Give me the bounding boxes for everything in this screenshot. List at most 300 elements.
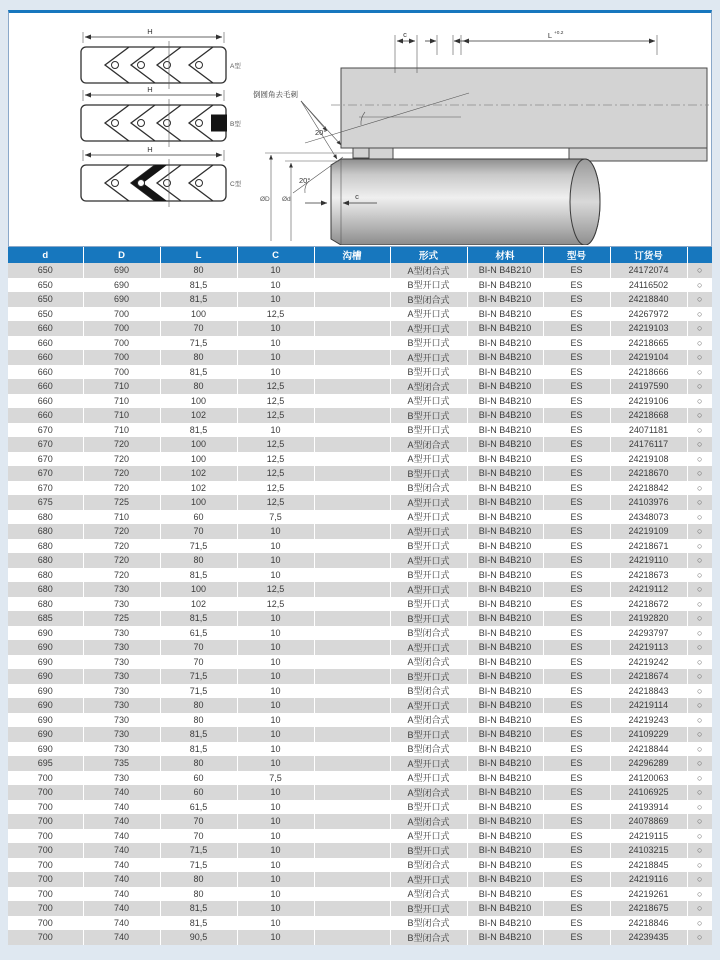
cell-order-no: 24120063 xyxy=(610,771,687,786)
cell-availability: ○ xyxy=(687,582,712,597)
cell-availability: ○ xyxy=(687,510,712,525)
cell-order-no: 24218673 xyxy=(610,568,687,583)
table-row xyxy=(8,684,712,699)
table-row xyxy=(8,336,712,351)
cell-L: 70 xyxy=(160,640,237,655)
table-row xyxy=(8,655,712,670)
cell-d: 690 xyxy=(8,684,83,699)
table-row xyxy=(8,901,712,916)
header-cell-groove: 沟槽 xyxy=(314,247,390,263)
cell-C: 10 xyxy=(237,423,314,438)
cell-availability: ○ xyxy=(687,278,712,293)
cell-material: BI-N B4B210 xyxy=(467,640,543,655)
cell-type: A型开口式 xyxy=(390,756,467,771)
cell-d: 690 xyxy=(8,626,83,641)
cell-D: 720 xyxy=(83,524,160,539)
cell-d: 700 xyxy=(8,785,83,800)
cell-order-no: 24106925 xyxy=(610,785,687,800)
table-row xyxy=(8,321,712,336)
cell-C: 7,5 xyxy=(237,510,314,525)
cell-L: 71,5 xyxy=(160,539,237,554)
cell-availability: ○ xyxy=(687,292,712,307)
cell-groove xyxy=(314,466,390,481)
cell-L: 102 xyxy=(160,597,237,612)
cell-L: 60 xyxy=(160,771,237,786)
cell-groove xyxy=(314,437,390,452)
cell-d: 670 xyxy=(8,452,83,467)
table-row xyxy=(8,394,712,409)
cell-C: 10 xyxy=(237,553,314,568)
cell-material: BI-N B4B210 xyxy=(467,437,543,452)
cell-type: B型开口式 xyxy=(390,336,467,351)
cell-groove xyxy=(314,553,390,568)
cell-C: 10 xyxy=(237,713,314,728)
cell-model: ES xyxy=(543,539,610,554)
cell-groove xyxy=(314,263,390,278)
header-cell-model: 型号 xyxy=(543,247,610,263)
cell-L: 71,5 xyxy=(160,669,237,684)
cell-D: 740 xyxy=(83,800,160,815)
cell-order-no: 24293797 xyxy=(610,626,687,641)
cell-L: 70 xyxy=(160,321,237,336)
cell-d: 690 xyxy=(8,655,83,670)
cell-d: 680 xyxy=(8,553,83,568)
cell-order-no: 24218665 xyxy=(610,336,687,351)
cell-type: B型闭合式 xyxy=(390,930,467,945)
cell-type: A型闭合式 xyxy=(390,655,467,670)
cell-C: 10 xyxy=(237,568,314,583)
table-row xyxy=(8,626,712,641)
cell-type: A型闭合式 xyxy=(390,785,467,800)
dim-h-label-b: H xyxy=(147,85,153,94)
cell-groove xyxy=(314,858,390,873)
cell-d: 650 xyxy=(8,292,83,307)
cell-L: 81,5 xyxy=(160,727,237,742)
cell-material: BI-N B4B210 xyxy=(467,742,543,757)
table-row xyxy=(8,582,712,597)
spec-table-wrap xyxy=(8,247,712,945)
cell-L: 70 xyxy=(160,814,237,829)
cell-type: B型闭合式 xyxy=(390,742,467,757)
cell-availability: ○ xyxy=(687,669,712,684)
cell-type: B型闭合式 xyxy=(390,916,467,931)
cell-order-no: 24071181 xyxy=(610,423,687,438)
cell-type: A型开口式 xyxy=(390,524,467,539)
dia-inner-label: Ød xyxy=(282,196,291,203)
cell-D: 740 xyxy=(83,887,160,902)
cell-availability: ○ xyxy=(687,713,712,728)
cell-L: 71,5 xyxy=(160,684,237,699)
cell-C: 12,5 xyxy=(237,452,314,467)
cell-L: 60 xyxy=(160,785,237,800)
cell-D: 700 xyxy=(83,321,160,336)
cell-groove xyxy=(314,887,390,902)
cell-availability: ○ xyxy=(687,829,712,844)
cell-material: BI-N B4B210 xyxy=(467,858,543,873)
cell-availability: ○ xyxy=(687,466,712,481)
cell-d: 700 xyxy=(8,814,83,829)
cell-material: BI-N B4B210 xyxy=(467,829,543,844)
cell-D: 710 xyxy=(83,510,160,525)
cell-L: 90,5 xyxy=(160,930,237,945)
cell-type: B型开口式 xyxy=(390,843,467,858)
cell-d: 695 xyxy=(8,756,83,771)
cell-order-no: 24218674 xyxy=(610,669,687,684)
cell-model: ES xyxy=(543,307,610,322)
cell-availability: ○ xyxy=(687,843,712,858)
cell-availability: ○ xyxy=(687,553,712,568)
cell-d: 660 xyxy=(8,408,83,423)
shaft-end-face xyxy=(570,159,600,245)
table-row xyxy=(8,553,712,568)
cell-order-no: 24218675 xyxy=(610,901,687,916)
seal-profile-a xyxy=(81,27,241,89)
cell-groove xyxy=(314,336,390,351)
cell-d: 700 xyxy=(8,843,83,858)
cell-order-no: 24219104 xyxy=(610,350,687,365)
cell-order-no: 24348073 xyxy=(610,510,687,525)
cell-type: A型闭合式 xyxy=(390,379,467,394)
cell-C: 7,5 xyxy=(237,771,314,786)
cell-model: ES xyxy=(543,640,610,655)
cell-groove xyxy=(314,365,390,380)
cell-type: B型开口式 xyxy=(390,408,467,423)
cell-model: ES xyxy=(543,785,610,800)
cell-d: 690 xyxy=(8,713,83,728)
cell-material: BI-N B4B210 xyxy=(467,394,543,409)
cell-d: 690 xyxy=(8,742,83,757)
cell-material: BI-N B4B210 xyxy=(467,365,543,380)
cell-D: 730 xyxy=(83,698,160,713)
cell-availability: ○ xyxy=(687,481,712,496)
cell-D: 720 xyxy=(83,481,160,496)
cell-C: 10 xyxy=(237,800,314,815)
cell-order-no: 24218668 xyxy=(610,408,687,423)
cell-C: 10 xyxy=(237,887,314,902)
cell-D: 740 xyxy=(83,785,160,800)
cell-L: 81,5 xyxy=(160,901,237,916)
table-row xyxy=(8,872,712,887)
cell-availability: ○ xyxy=(687,597,712,612)
cell-D: 740 xyxy=(83,858,160,873)
cell-D: 720 xyxy=(83,452,160,467)
cell-C: 12,5 xyxy=(237,307,314,322)
cell-D: 730 xyxy=(83,771,160,786)
dim-l-label: L xyxy=(547,31,552,40)
cell-groove xyxy=(314,452,390,467)
cell-type: A型开口式 xyxy=(390,321,467,336)
cell-d: 670 xyxy=(8,466,83,481)
cell-L: 100 xyxy=(160,582,237,597)
cell-order-no: 24219115 xyxy=(610,829,687,844)
cell-groove xyxy=(314,495,390,510)
cell-availability: ○ xyxy=(687,742,712,757)
cell-C: 10 xyxy=(237,321,314,336)
cell-D: 730 xyxy=(83,640,160,655)
table-row xyxy=(8,785,712,800)
cell-model: ES xyxy=(543,843,610,858)
cell-availability: ○ xyxy=(687,684,712,699)
cell-D: 740 xyxy=(83,916,160,931)
cell-material: BI-N B4B210 xyxy=(467,814,543,829)
cell-C: 10 xyxy=(237,292,314,307)
cell-availability: ○ xyxy=(687,379,712,394)
cell-material: BI-N B4B210 xyxy=(467,930,543,945)
cell-model: ES xyxy=(543,916,610,931)
dim-c-shaft-label: c xyxy=(355,192,359,201)
cell-model: ES xyxy=(543,597,610,612)
cell-order-no: 24193914 xyxy=(610,800,687,815)
cell-material: BI-N B4B210 xyxy=(467,727,543,742)
table-row xyxy=(8,408,712,423)
cell-order-no: 24219114 xyxy=(610,698,687,713)
cell-C: 12,5 xyxy=(237,437,314,452)
cell-availability: ○ xyxy=(687,916,712,931)
cell-C: 12,5 xyxy=(237,394,314,409)
cell-material: BI-N B4B210 xyxy=(467,698,543,713)
cell-type: A型开口式 xyxy=(390,640,467,655)
cell-d: 660 xyxy=(8,365,83,380)
cell-groove xyxy=(314,800,390,815)
cell-D: 725 xyxy=(83,495,160,510)
cell-type: A型闭合式 xyxy=(390,814,467,829)
cell-D: 740 xyxy=(83,814,160,829)
cell-model: ES xyxy=(543,437,610,452)
cell-C: 10 xyxy=(237,684,314,699)
cell-L: 81,5 xyxy=(160,365,237,380)
cell-L: 70 xyxy=(160,524,237,539)
cell-availability: ○ xyxy=(687,263,712,278)
cell-L: 81,5 xyxy=(160,278,237,293)
cell-groove xyxy=(314,930,390,945)
cell-groove xyxy=(314,626,390,641)
table-row xyxy=(8,916,712,931)
cell-D: 700 xyxy=(83,336,160,351)
cell-d: 690 xyxy=(8,640,83,655)
cell-order-no: 24219113 xyxy=(610,640,687,655)
cell-d: 690 xyxy=(8,727,83,742)
cell-type: A型开口式 xyxy=(390,510,467,525)
cell-D: 730 xyxy=(83,742,160,757)
cell-D: 725 xyxy=(83,611,160,626)
cell-D: 720 xyxy=(83,539,160,554)
cell-C: 10 xyxy=(237,858,314,873)
table-row xyxy=(8,829,712,844)
cell-L: 80 xyxy=(160,713,237,728)
cell-type: B型开口式 xyxy=(390,611,467,626)
cell-L: 80 xyxy=(160,887,237,902)
cell-availability: ○ xyxy=(687,408,712,423)
cell-order-no: 24218672 xyxy=(610,597,687,612)
cell-order-no: 24218846 xyxy=(610,916,687,931)
cell-d: 650 xyxy=(8,263,83,278)
cell-type: B型开口式 xyxy=(390,669,467,684)
spec-table xyxy=(8,247,712,945)
cell-material: BI-N B4B210 xyxy=(467,785,543,800)
cell-groove xyxy=(314,408,390,423)
cell-availability: ○ xyxy=(687,365,712,380)
cell-model: ES xyxy=(543,713,610,728)
dia-outer-label: ØD xyxy=(260,196,270,203)
table-row xyxy=(8,263,712,278)
cell-order-no: 24109229 xyxy=(610,727,687,742)
cell-model: ES xyxy=(543,742,610,757)
cell-model: ES xyxy=(543,350,610,365)
cell-d: 670 xyxy=(8,481,83,496)
cell-material: BI-N B4B210 xyxy=(467,582,543,597)
cell-D: 740 xyxy=(83,872,160,887)
cell-D: 690 xyxy=(83,263,160,278)
type-c-label: C型 xyxy=(230,181,242,188)
cell-order-no: 24218666 xyxy=(610,365,687,380)
cell-type: A型开口式 xyxy=(390,698,467,713)
cell-type: A型开口式 xyxy=(390,829,467,844)
cell-D: 690 xyxy=(83,292,160,307)
cell-L: 71,5 xyxy=(160,858,237,873)
angle-upper-label: 20° xyxy=(315,128,327,137)
cell-d: 680 xyxy=(8,524,83,539)
cell-d: 675 xyxy=(8,495,83,510)
cell-groove xyxy=(314,669,390,684)
cell-material: BI-N B4B210 xyxy=(467,655,543,670)
cell-material: BI-N B4B210 xyxy=(467,539,543,554)
cell-C: 10 xyxy=(237,263,314,278)
cell-C: 12,5 xyxy=(237,466,314,481)
cell-L: 80 xyxy=(160,350,237,365)
cell-type: A型闭合式 xyxy=(390,263,467,278)
callout-deburr: 倒圆角去毛刺 xyxy=(253,90,298,99)
cell-order-no: 24219116 xyxy=(610,872,687,887)
cell-C: 12,5 xyxy=(237,408,314,423)
cell-material: BI-N B4B210 xyxy=(467,423,543,438)
cell-D: 710 xyxy=(83,408,160,423)
cell-material: BI-N B4B210 xyxy=(467,843,543,858)
cell-D: 730 xyxy=(83,684,160,699)
cell-type: A型开口式 xyxy=(390,553,467,568)
cell-type: A型开口式 xyxy=(390,452,467,467)
cell-availability: ○ xyxy=(687,785,712,800)
cell-groove xyxy=(314,901,390,916)
cell-L: 81,5 xyxy=(160,916,237,931)
cell-order-no: 24239435 xyxy=(610,930,687,945)
cell-d: 660 xyxy=(8,336,83,351)
cell-type: B型闭合式 xyxy=(390,858,467,873)
cell-type: A型闭合式 xyxy=(390,887,467,902)
cell-C: 10 xyxy=(237,611,314,626)
cell-type: A型开口式 xyxy=(390,872,467,887)
cell-d: 700 xyxy=(8,872,83,887)
cell-C: 10 xyxy=(237,872,314,887)
cell-L: 100 xyxy=(160,437,237,452)
cell-model: ES xyxy=(543,321,610,336)
cell-D: 730 xyxy=(83,582,160,597)
cell-order-no: 24218670 xyxy=(610,466,687,481)
cell-C: 12,5 xyxy=(237,379,314,394)
cell-d: 700 xyxy=(8,800,83,815)
header-cell-material: 材料 xyxy=(467,247,543,263)
shaft xyxy=(331,159,600,245)
table-row xyxy=(8,800,712,815)
cell-groove xyxy=(314,568,390,583)
parts-table-body xyxy=(8,263,712,945)
cell-L: 80 xyxy=(160,553,237,568)
cell-type: B型开口式 xyxy=(390,800,467,815)
cell-d: 660 xyxy=(8,350,83,365)
cell-order-no: 24218845 xyxy=(610,858,687,873)
cell-d: 660 xyxy=(8,321,83,336)
cell-L: 61,5 xyxy=(160,626,237,641)
cell-d: 680 xyxy=(8,539,83,554)
cell-material: BI-N B4B210 xyxy=(467,510,543,525)
cell-availability: ○ xyxy=(687,887,712,902)
table-row xyxy=(8,495,712,510)
cell-C: 12,5 xyxy=(237,481,314,496)
cell-L: 80 xyxy=(160,379,237,394)
cell-L: 100 xyxy=(160,452,237,467)
table-row xyxy=(8,292,712,307)
cell-D: 720 xyxy=(83,568,160,583)
cell-availability: ○ xyxy=(687,307,712,322)
cell-availability: ○ xyxy=(687,727,712,742)
cell-groove xyxy=(314,524,390,539)
cell-C: 10 xyxy=(237,814,314,829)
cell-model: ES xyxy=(543,901,610,916)
table-row xyxy=(8,481,712,496)
cell-D: 730 xyxy=(83,655,160,670)
chevron-stack-a xyxy=(81,41,226,89)
cell-material: BI-N B4B210 xyxy=(467,379,543,394)
table-row xyxy=(8,640,712,655)
cell-d: 670 xyxy=(8,437,83,452)
cell-order-no: 24103215 xyxy=(610,843,687,858)
cell-D: 730 xyxy=(83,713,160,728)
cell-availability: ○ xyxy=(687,640,712,655)
cell-groove xyxy=(314,742,390,757)
cell-model: ES xyxy=(543,872,610,887)
cell-groove xyxy=(314,640,390,655)
cell-material: BI-N B4B210 xyxy=(467,481,543,496)
table-row xyxy=(8,466,712,481)
cell-availability: ○ xyxy=(687,814,712,829)
cell-groove xyxy=(314,727,390,742)
cell-C: 10 xyxy=(237,698,314,713)
cell-model: ES xyxy=(543,278,610,293)
cell-model: ES xyxy=(543,684,610,699)
cell-type: B型开口式 xyxy=(390,423,467,438)
cell-material: BI-N B4B210 xyxy=(467,800,543,815)
cell-type: A型闭合式 xyxy=(390,437,467,452)
cell-model: ES xyxy=(543,408,610,423)
cell-availability: ○ xyxy=(687,872,712,887)
cell-model: ES xyxy=(543,829,610,844)
cell-groove xyxy=(314,539,390,554)
cell-d: 700 xyxy=(8,901,83,916)
cell-C: 12,5 xyxy=(237,597,314,612)
cell-L: 61,5 xyxy=(160,800,237,815)
cell-model: ES xyxy=(543,553,610,568)
table-row xyxy=(8,611,712,626)
cell-type: B型闭合式 xyxy=(390,626,467,641)
cell-model: ES xyxy=(543,466,610,481)
table-row xyxy=(8,756,712,771)
header-cell-L: L xyxy=(160,247,237,263)
cell-order-no: 24219110 xyxy=(610,553,687,568)
cell-material: BI-N B4B210 xyxy=(467,626,543,641)
cell-d: 670 xyxy=(8,423,83,438)
cell-D: 730 xyxy=(83,669,160,684)
chevron-stack-c xyxy=(81,159,226,207)
cell-L: 80 xyxy=(160,698,237,713)
